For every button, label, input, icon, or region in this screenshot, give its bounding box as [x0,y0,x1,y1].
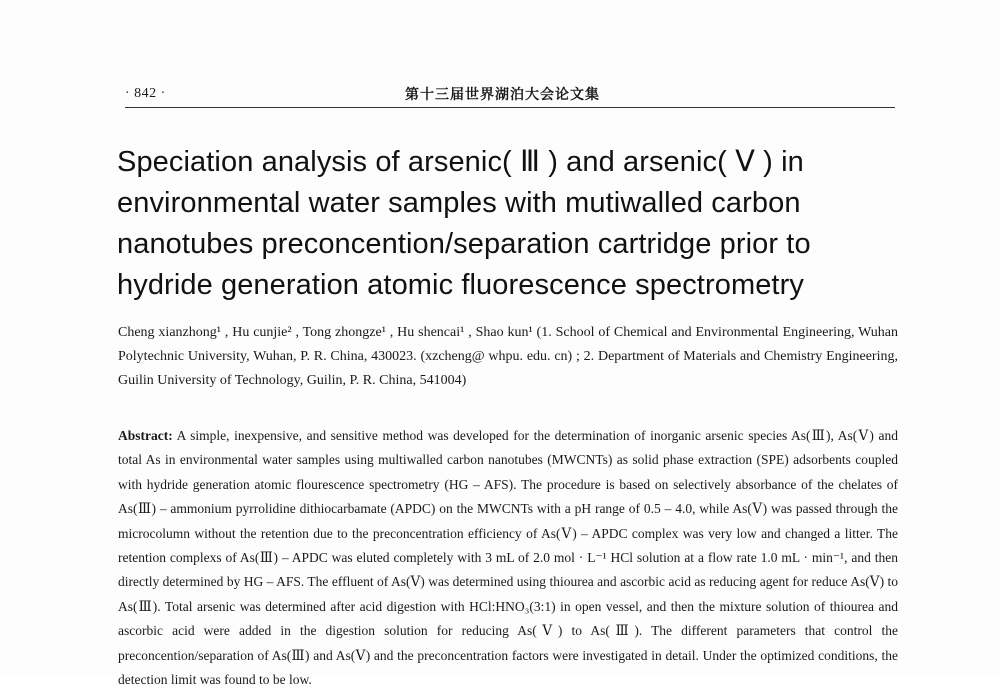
header-divider [125,107,895,108]
running-header [125,82,895,108]
abstract-label: Abstract: [118,428,173,443]
paper-title: Speciation analysis of arsenic( Ⅲ ) and arsenic( Ⅴ ) in environmental water samples with mutiwalled carbon nanotubes preconcention/separation cartridge prior to hydride generation atomic fluorescence spectrometry [117,146,811,301]
author-affiliations: Cheng xianzhong¹ , Hu cunjie² , Tong zhongze¹ , Hu shencai¹ , Shao kun¹ (1. School of Chemical and Environmental Engineering, Wuhan Polytechnic University, Wuhan, P. R. China, 430023. (xzcheng@ whpu. edu. cn) ; 2. Department of Materials and Chemistry Engineering, Guilin University of Technology, Guilin, P. R. China, 541004) [118,325,898,388]
abstract-text: A simple, inexpensive, and sensitive method was developed for the determination of inorganic arsenic species As(Ⅲ), As(Ⅴ) and total As in environmental water samples using multiwalled carbon nanotubes (MWCNTs) as solid phase extraction (SPE) adsorbents coupled with hydride generation atomic flourescence spectrometry (HG – AFS). The procedure is based on selectively absorbance of the chelates of As(Ⅲ) – ammonium pyrrolidine dithiocarbamate (APDC) on the MWCNTs with a pH range of 0.5 – 4.0, while As(Ⅴ) was passed through the microcolumn without the retention due to the preconcentration efficiency of As(Ⅴ) – APDC complex was very low and changed a litter. The retention complexs of As(Ⅲ) – APDC was eluted completely with 3 mL of 2.0 mol · L⁻¹ HCl solution at a flow rate 1.0 mL · min⁻¹, and then directly determined by HG – AFS. The effluent of As(Ⅴ) was determined using thiourea and ascorbic acid as reducing agent for reduce As(Ⅴ) to As(Ⅲ). Total arsenic was determined after acid digestion with HCl:HNO₃(3:1) in open vessel, and then the mixture solution of thiourea and ascorbic acid were added in the digestion solution for reducing As(Ⅴ) to As(Ⅲ). The different parameters that control the preconcention/separation of As(Ⅲ) and As(Ⅴ) and the preconcentration factors were investigated in detail. Under the optimized conditions, the detection limit was found to be low. [118,428,898,688]
page-number: · 842 · [125,86,166,101]
journal-title: 第十三届世界湖泊大会论文集 [405,87,600,103]
abstract [118,424,898,692]
